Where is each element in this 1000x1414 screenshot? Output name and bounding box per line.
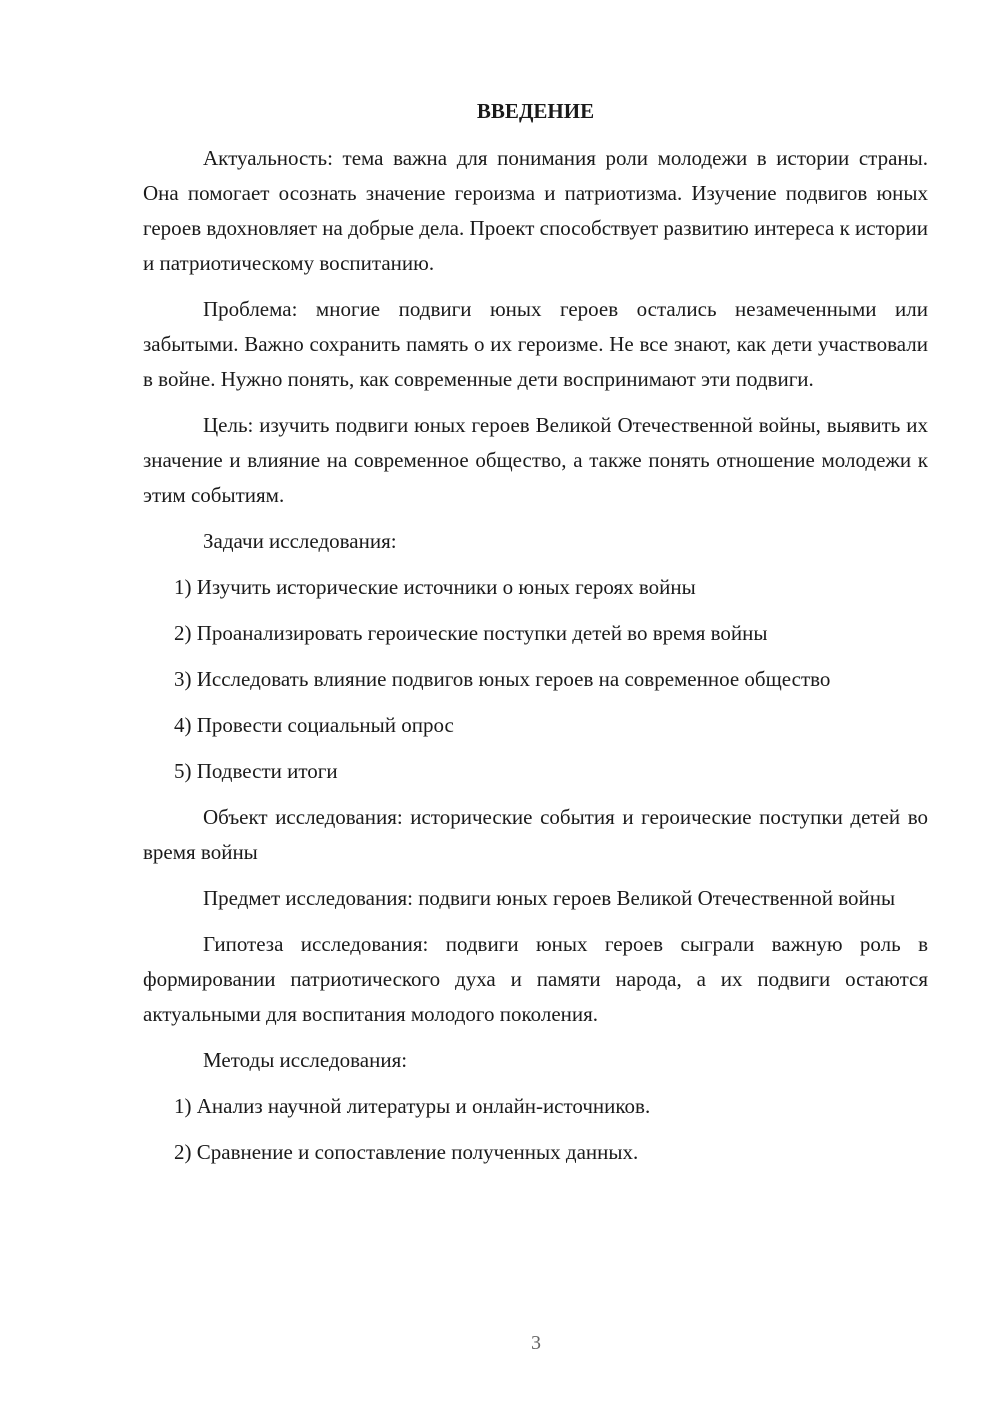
tasks-heading: Задачи исследования: (203, 529, 397, 553)
task-item-2: 2) Проанализировать героические поступки детей во время войны (174, 621, 768, 645)
methods-heading: Методы исследования: (203, 1048, 408, 1072)
subject-paragraph: Предмет исследования: подвиги юных героев Великой Отечественной войны (203, 886, 896, 910)
task-item-1: 1) Изучить исторические источники о юных героях войны (174, 575, 696, 599)
method-item-1: 1) Анализ научной литературы и онлайн-источников. (174, 1094, 651, 1118)
goal-paragraph: Цель: изучить подвиги юных героев Великой Отечественной войны, выявить их значение и влияние на современное общество, а также понять отношение молодежи к этим событиям. (143, 413, 928, 507)
task-item-4: 4) Провести социальный опрос (174, 713, 454, 737)
document-page (143, 94, 928, 1181)
method-item-2: 2) Сравнение и сопоставление полученных данных. (174, 1140, 639, 1164)
page-number: 3 (531, 1332, 541, 1354)
object-paragraph: Объект исследования: исторические события и героические поступки детей во время войны (143, 805, 928, 864)
task-item-3: 3) Исследовать влияние подвигов юных героев на современное общество (174, 667, 831, 691)
hypothesis-paragraph: Гипотеза исследования: подвиги юных героев сыграли важную роль в формировании патриотического духа и памяти народа, а их подвиги остаются актуальными для воспитания молодого поколения. (143, 932, 928, 1026)
problem-paragraph: Проблема: многие подвиги юных героев остались незамеченными или забытыми. Важно сохранить память о их героизме. Не все знают, как дети участвовали в войне. Нужно понять, как современные дети воспринимают эти подвиги. (143, 297, 928, 391)
task-item-5: 5) Подвести итоги (174, 759, 338, 783)
page-title: ВВЕДЕНИЕ (476, 99, 595, 123)
relevance-paragraph: Актуальность: тема важна для понимания роли молодежи в истории страны. Она помогает осознать значение героизма и патриотизма. Изучение подвигов юных героев вдохновляет на добрые дела. Проект способствует развитию интереса к истории и патриотическому воспитанию. (143, 146, 928, 275)
